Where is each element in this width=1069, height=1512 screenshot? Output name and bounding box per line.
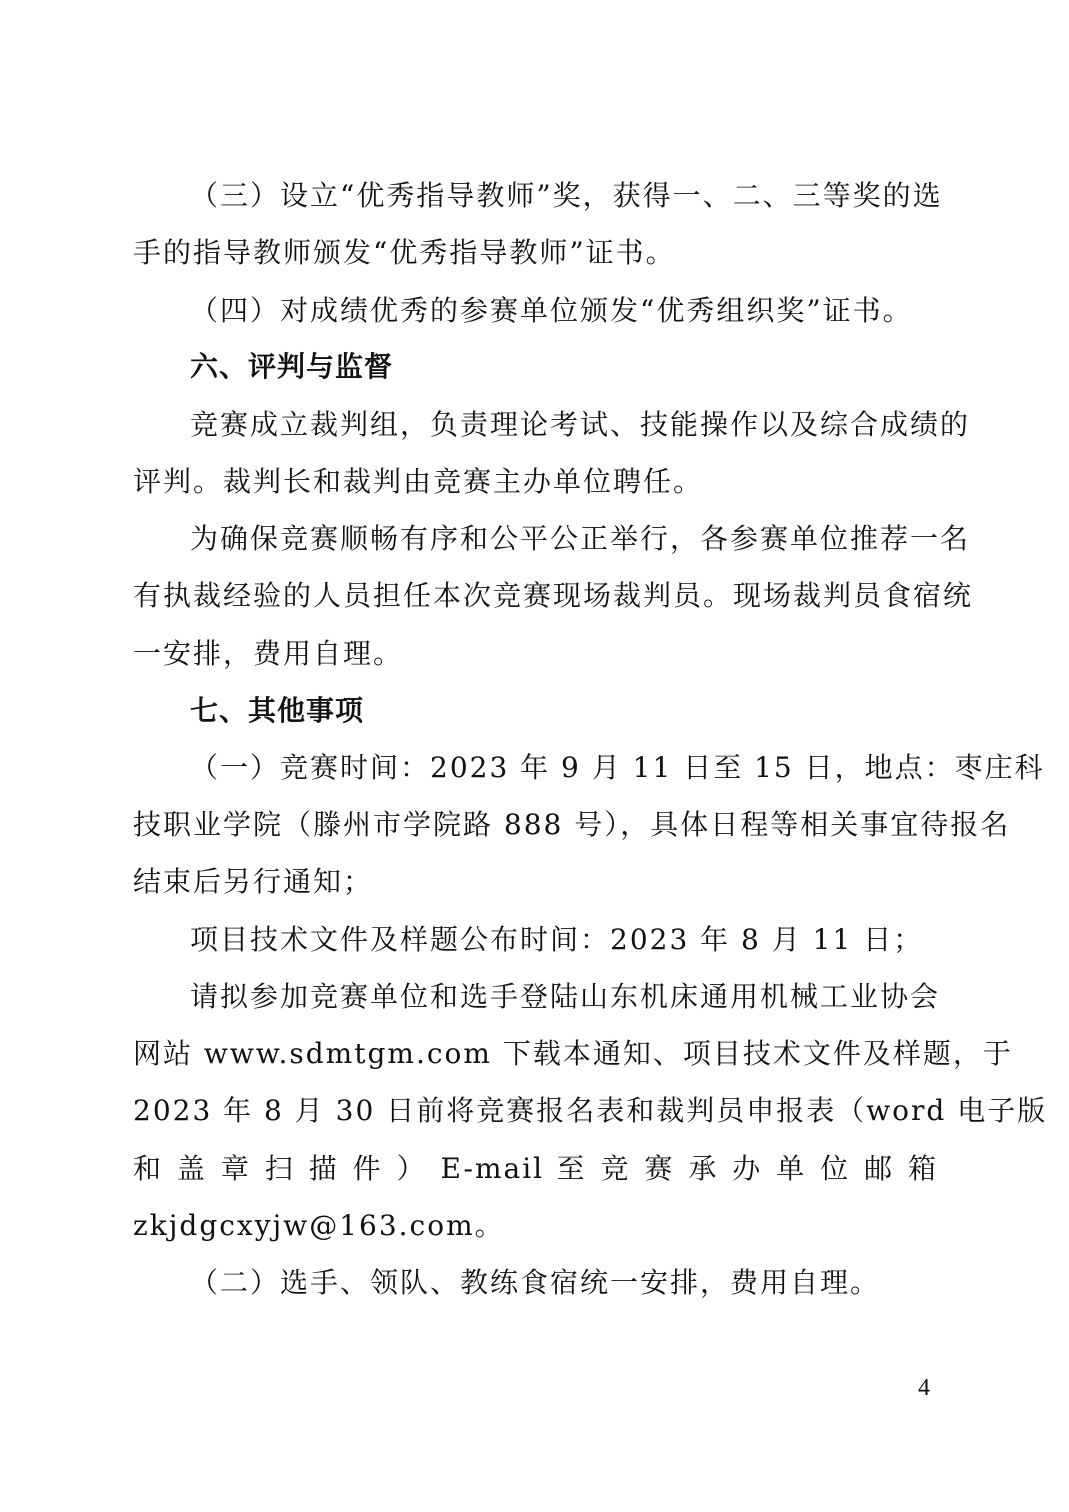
paragraph-line: （一）竞赛时间：2023 年 9 月 11 日至 15 日，地点：枣庄科 (190, 751, 1045, 784)
paragraph-line: 请拟参加竞赛单位和选手登陆山东机床通用机械工业协会 (190, 980, 941, 1013)
paragraph-line: 手的指导教师颁发“优秀指导教师”证书。 (133, 236, 676, 269)
paragraph-line: 结束后另行通知； (133, 865, 374, 898)
paragraph-line: （三）设立“优秀指导教师”奖，获得一、二、三等奖的选 (190, 179, 943, 212)
paragraph-line: 技职业学院（滕州市学院路 888 号），具体日程等相关事宜待报名 (133, 808, 1011, 841)
paragraph-line: 为确保竞赛顺畅有序和公平公正举行，各参赛单位推荐一名 (190, 522, 971, 555)
paragraph-line: 一安排，费用自理。 (133, 637, 404, 670)
paragraph-line: （二）选手、领队、教练食宿统一安排，费用自理。 (190, 1266, 881, 1299)
paragraph-line: 项目技术文件及样题公布时间：2023 年 8 月 11 日； (190, 923, 924, 956)
page-number: 4 (918, 1375, 930, 1401)
paragraph-line: （四）对成绩优秀的参赛单位颁发“优秀组织奖”证书。 (190, 294, 913, 327)
section-heading: 六、评判与监督 (190, 350, 394, 383)
paragraph-line: 和 盖 章 扫 描 件 ） E-mail 至 竞 赛 承 办 单 位 邮 箱 (133, 1152, 938, 1185)
paragraph-line: 网站 www.sdmtgm.com 下载本通知、项目技术文件及样题，于 (133, 1037, 1013, 1070)
section-heading: 七、其他事项 (190, 694, 365, 727)
paragraph-line: zkjdgcxyjw@163.com。 (133, 1209, 505, 1242)
paragraph-line: 评判。裁判长和裁判由竞赛主办单位聘任。 (133, 465, 704, 498)
paragraph-line: 有执裁经验的人员担任本次竞赛现场裁判员。现场裁判员食宿统 (133, 579, 974, 612)
paragraph-line: 竞赛成立裁判组，负责理论考试、技能操作以及综合成绩的 (190, 408, 971, 441)
paragraph-line: 2023 年 8 月 30 日前将竞赛报名表和裁判员申报表（word 电子版 (133, 1094, 1048, 1127)
